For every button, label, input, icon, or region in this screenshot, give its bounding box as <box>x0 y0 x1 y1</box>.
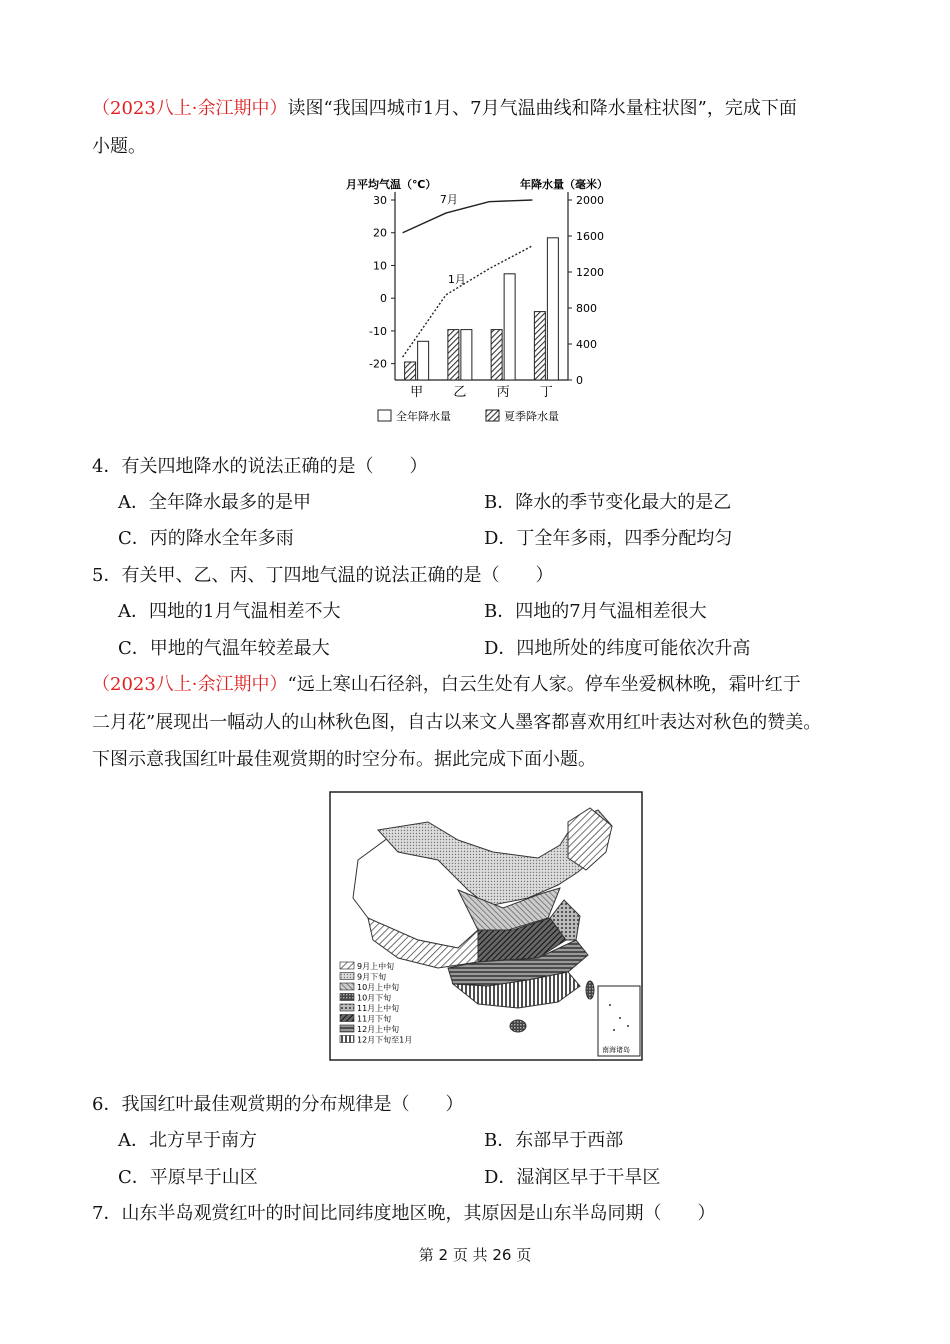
category-label: 甲 <box>410 385 424 400</box>
passage-2-line-1 <box>92 672 801 698</box>
bar-summer-precip <box>405 362 416 380</box>
map-legend-swatch <box>340 962 354 969</box>
y2-tick-label: 0 <box>576 374 583 387</box>
y-tick-label: -10 <box>369 324 387 338</box>
passage-2-line-2: 二月花”展现出一幅动人的山林秋色图，自古以来文人墨客都喜欢用红叶表达对秋色的赞美。 <box>92 712 822 733</box>
q5-option-c[interactable]: C．甲地的气温年较差最大 <box>118 638 330 659</box>
q5-option-d[interactable]: D．四地所处的纬度可能依次升高 <box>484 638 751 659</box>
y2-tick-label: 1200 <box>576 266 604 279</box>
q4-option-b[interactable]: B．降水的季节变化最大的是乙 <box>484 492 732 513</box>
y-axis-label: 月平均气温（℃） <box>346 178 437 191</box>
q6-option-a[interactable]: A．北方早于南方 <box>118 1130 257 1151</box>
q4-option-a[interactable]: A．全年降水最多的是甲 <box>118 492 311 513</box>
q4-stem: 4．有关四地降水的说法正确的是（ ） <box>92 456 428 477</box>
bar-total-precip <box>504 274 515 380</box>
red-leaf-map <box>328 790 644 1062</box>
passage-1-text: 读图“我国四城市1月、7月气温曲线和降水量柱状图”，完成下面 <box>287 98 797 119</box>
map-legend-label: 12月上中旬 <box>357 1025 400 1034</box>
temp-line-label: 1月 <box>447 272 466 286</box>
bar-total-precip <box>547 238 558 380</box>
q4-option-c[interactable]: C．丙的降水全年多雨 <box>118 528 294 549</box>
q6-option-c[interactable]: C．平原早于山区 <box>118 1167 258 1188</box>
temp-line-july <box>403 200 533 233</box>
y2-axis-label: 年降水量（毫米） <box>520 178 608 191</box>
y2-tick-label: 400 <box>576 338 597 351</box>
bar-total-precip <box>461 330 472 380</box>
map-legend-swatch <box>340 1015 354 1022</box>
source-tag: （2023八上·余江期中） <box>92 674 288 695</box>
q5-option-a[interactable]: A．四地的1月气温相差不大 <box>118 601 341 622</box>
map-legend-swatch <box>340 973 354 980</box>
legend-swatch-summer <box>486 410 499 421</box>
y-tick-label: -20 <box>369 357 387 371</box>
climate-chart <box>340 172 610 430</box>
map-legend-label: 9月下旬 <box>357 972 387 982</box>
q6-option-d[interactable]: D．湿润区早于干旱区 <box>484 1167 661 1188</box>
map-legend-label: 10月上中旬 <box>357 983 400 992</box>
category-label: 乙 <box>453 385 467 400</box>
temp-line-label: 7月 <box>439 193 458 207</box>
map-legend-swatch <box>340 1004 354 1011</box>
passage-1-line-1 <box>92 96 797 122</box>
q4-option-d[interactable]: D．丁全年多雨，四季分配均匀 <box>484 528 733 549</box>
map-legend-swatch <box>340 994 354 1001</box>
passage-2-line-3: 下图示意我国红叶最佳观赏期的时空分布。据此完成下面小题。 <box>92 749 596 770</box>
map-legend-swatch <box>340 1025 354 1032</box>
legend-total-label: 全年降水量 <box>396 410 451 423</box>
bar-summer-precip <box>448 330 459 380</box>
map-taiwan <box>586 981 594 999</box>
legend-swatch-total <box>378 410 391 421</box>
map-legend-label: 12月下旬至1月 <box>357 1035 413 1045</box>
bar-summer-precip <box>534 312 545 380</box>
q7-stem: 7．山东半岛观赏红叶的时间比同纬度地区晚，其原因是山东半岛同期（ ） <box>92 1203 716 1224</box>
map-legend-label: 10月下旬 <box>357 993 392 1003</box>
bar-total-precip <box>418 341 429 380</box>
y-tick-label: 10 <box>373 259 387 273</box>
passage-2-text: “远上寒山石径斜，白云生处有人家。停车坐爱枫林晚，霜叶红于 <box>287 674 801 695</box>
map-legend-swatch <box>340 983 354 990</box>
y2-tick-label: 2000 <box>576 194 604 207</box>
source-tag: （2023八上·余江期中） <box>92 98 288 119</box>
map-legend-swatch <box>340 1036 354 1043</box>
map-legend-label: 11月上中旬 <box>357 1004 400 1013</box>
map-legend-label: 9月上中旬 <box>357 962 395 971</box>
category-label: 丁 <box>539 385 553 400</box>
y2-tick-label: 800 <box>576 302 597 315</box>
map-hainan <box>510 1020 526 1032</box>
legend-summer-label: 夏季降水量 <box>504 410 559 423</box>
q6-option-b[interactable]: B．东部早于西部 <box>484 1130 624 1151</box>
y-tick-label: 30 <box>373 194 387 207</box>
bar-summer-precip <box>491 330 502 380</box>
q6-stem: 6．我国红叶最佳观赏期的分布规律是（ ） <box>92 1094 464 1115</box>
passage-1-line-2: 小题。 <box>92 136 146 157</box>
page-footer: 第 2 页 共 26 页 <box>418 1246 532 1264</box>
map-inset-label: 南海诸岛 <box>602 1046 630 1054</box>
q5-stem: 5．有关甲、乙、丙、丁四地气温的说法正确的是（ ） <box>92 565 554 586</box>
y-tick-label: 20 <box>373 226 387 240</box>
q5-option-b[interactable]: B．四地的7月气温相差很大 <box>484 601 707 622</box>
map-legend-label: 11月下旬 <box>357 1014 392 1024</box>
category-label: 丙 <box>496 385 510 400</box>
y-tick-label: 0 <box>380 292 387 306</box>
y2-tick-label: 1600 <box>576 230 604 243</box>
